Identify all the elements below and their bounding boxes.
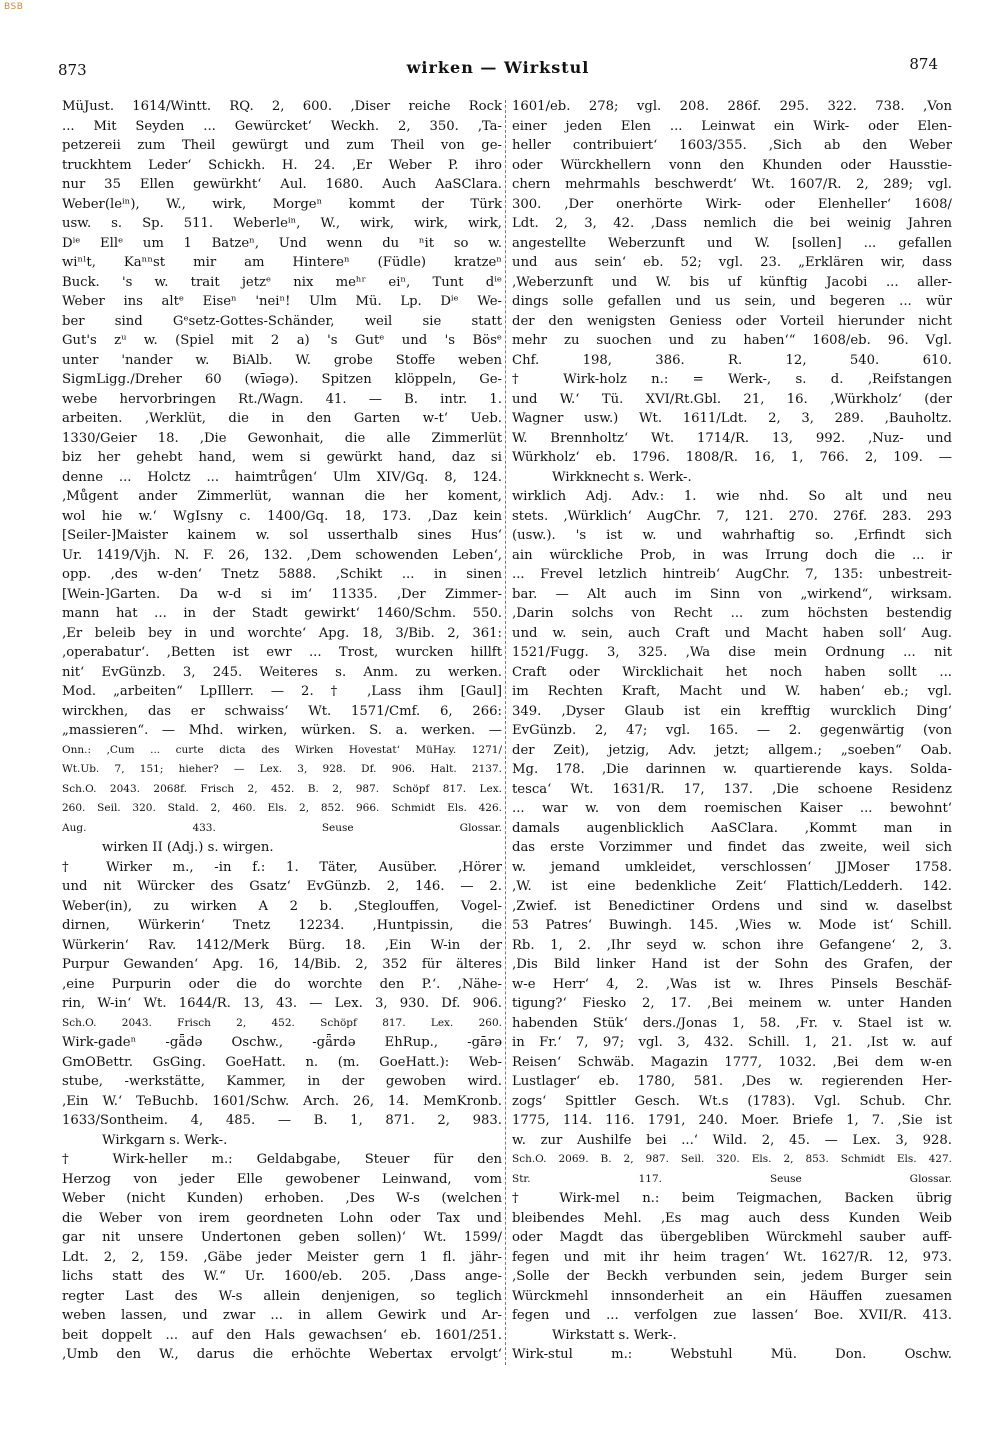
text-line: ‚Ein W.‘ TeBuchb. 1601/Schw. Arch. 26, 14. MemKronb. <box>62 1093 502 1109</box>
column-divider <box>505 100 506 1365</box>
text-line: tesca‘ Wt. 1631/R. 17, 137. ‚Die schoene Residenz <box>512 781 952 797</box>
text-line: wirckhen, das er schwaiss‘ Wt. 1571/Cmf. 6, 266: <box>62 703 502 719</box>
text-line: 260. Seil. 320. Stald. 2, 460. Els. 2, 852. 966. Schmidt Els. 426. <box>62 802 502 814</box>
text-line: oder Würckhellern vonn den Khunden oder Hausstie- <box>512 157 952 173</box>
text-line: Gut's zᵘ w. (Spiel mit 2 a) 's Gutᵉ und 's Bösᵉ <box>62 333 502 348</box>
text-line: tigung?‘ Fiesko 2, 17. ‚Bei meinem w. unter Handen <box>512 996 952 1011</box>
text-line: lichs statt des W.“ Ur. 1600/eb. 205. ‚Dass ange- <box>62 1269 502 1284</box>
text-line: im Rechten Kraft, Macht und W. haben‘ eb.; vgl. <box>512 684 952 699</box>
text-line: beit doppelt ... auf den Hals gewachsen‘ eb. 1601/251. <box>62 1327 502 1343</box>
text-line: [Wein-]Garten. Da w-d si im‘ 11335. ‚Der Zimmer- <box>62 586 502 602</box>
text-line: GmOBettr. GsGing. GoeHatt. n. (m. GoeHatt.): Web- <box>62 1054 502 1070</box>
text-line: gar nit unsere Undertonen geben sollen)‘ Wt. 1599/ <box>62 1230 502 1245</box>
text-line: wol hie w.‘ WgIsny c. 1400/Gq. 18, 173. ‚Daz kein <box>62 508 502 524</box>
text-line: 349. ‚Dyser Glaub ist ein krefftig wurcklich Ding‘ <box>512 703 952 719</box>
text-line: ‚Weberzunft und W. bis uf künftig Jacobi ... aller- <box>512 274 952 290</box>
text-line: ain würckliche Prob, in was Irrung doch die ... ir <box>512 547 952 563</box>
text-line: Sch.O. 2069. B. 2, 987. Seil. 320. Els. 2, 853. Schmidt Els. 427. <box>512 1153 952 1165</box>
text-line: ber sind Gᵉsetz-Gottes-Schänder, weil sie statt <box>62 313 502 329</box>
text-line: ... Mit Seyden ... Gewürcket‘ Weckh. 2, 350. ‚Ta- <box>62 118 502 134</box>
text-line: 1775, 114. 116. 1791, 240. Moer. Briefe 1, 7. ‚Sie ist <box>512 1113 952 1128</box>
text-line: Ldt. 2, 3, 42. ‚Dass nemlich die bei weinig Jahren <box>512 216 952 231</box>
text-line: Weber(leⁱⁿ), W., wirk, Morgeⁿ kommt der Türk <box>62 196 502 212</box>
text-line: ‚operabatur‘. ‚Betten ist ewr ... Trost, wurcken hillft <box>62 645 502 660</box>
library-watermark: BSB <box>4 2 24 12</box>
text-line: 1330/Geier 18. ‚Die Gewonhait, die alle Zimmerlüt <box>62 430 502 446</box>
text-line: unter 'nander w. BiAlb. W. grobe Stoffe weben <box>62 352 502 368</box>
text-line: Wirkgarn s. Werk-. <box>102 1132 228 1148</box>
text-line: (usw.). 's ist w. und wahrhaftig so. ‚Erfindt sich <box>512 528 952 543</box>
text-line: Craft oder Wircklichait het noch haben sollt ... <box>512 664 952 680</box>
text-line: rin, W-in‘ Wt. 1644/R. 13, 43. — Lex. 3, 930. Df. 906. <box>62 996 502 1011</box>
text-line: chern mehrmahls beschwerdt‘ Wt. 1607/R. 2, 289; vgl. <box>512 177 952 192</box>
text-line: truckhtem Leder‘ Schickh. H. 24. ‚Er Weber P. ihro <box>62 157 502 173</box>
text-line: dirnen, Würkerin‘ Tnetz 12234. ‚Huntpissin, die <box>62 918 502 933</box>
text-line: opp. ‚des w-den‘ Tnetz 5888. ‚Schikt ... in sinen <box>62 567 502 582</box>
text-line: „massieren“. — Mhd. wirken, würken. S. a. werken. — <box>62 723 502 738</box>
text-line: die Weber von irem geordneten Lohn oder Tax und <box>62 1210 502 1226</box>
text-line: usw. s. Sp. 511. Weberleⁱⁿ, W., wirk, wirk, wirk, <box>62 216 502 231</box>
text-line: Wirk-gadeⁿ -gǟdə Oschw., -gǟrdə EhRup., -gārə <box>62 1035 502 1050</box>
text-line: 1521/Fugg. 3, 325. ‚Wa dise mein Ordnung ... nit <box>512 645 952 660</box>
text-line: stets. ‚Würklich‘ AugChr. 7, 121. 270. 276f. 283. 293 <box>512 508 952 524</box>
text-line: und nit Würcker des Gsatz‘ EvGünzb. 2, 146. — 2. <box>62 879 502 894</box>
left-column <box>62 97 502 1387</box>
text-line: Dⁱᵉ Ellᵉ um 1 Batzeⁿ, Und wenn du ⁿit so w. <box>62 235 502 251</box>
text-line: W. Brennholtz‘ Wt. 1714/R. 13, 992. ‚Nuz- und <box>512 430 952 446</box>
page-number-right: 874 <box>909 55 938 73</box>
text-line: Wagner usw.) Wt. 1611/Ldt. 2, 3, 289. ‚Bauholtz. <box>512 411 952 426</box>
text-line: ‚Umb den W., darus die erhöchte Webertax ervolgt‘ <box>62 1347 502 1362</box>
text-line: SigmLigg./Dreher 60 (wīəgə). Spitzen klöppeln, Ge- <box>62 372 502 387</box>
text-line: Onn.: ‚Cum ... curte dicta des Wirken Hovestat‘ MüHay. 1271/ <box>62 743 502 756</box>
text-line: ... Frevel letzlich hintreib‘ AugChr. 7, 135: unbestreit- <box>512 567 952 582</box>
text-line: und w. sein, auch Craft und Macht haben soll‘ Aug. <box>512 625 952 641</box>
text-line: Aug. 433. Seuse Glossar. <box>62 821 502 834</box>
text-line: Chf. 198, 386. R. 12, 540. 610. <box>512 352 952 368</box>
text-line: angestellte Weberzunft und W. [sollen] ... gefallen <box>512 235 952 251</box>
text-line: ‚Zwief. ist Benedictiner Ordens und sind w. daselbst <box>512 898 952 914</box>
text-line: habenden Stük‘ ders./Jonas 1, 58. ‚Fr. v. Stael ist w. <box>512 1015 952 1031</box>
text-line: biz her gehebt hand, wem si gewürkt hand, daz si <box>62 450 502 465</box>
text-line: Sch.O. 2043. Frisch 2, 452. Schöpf 817. Lex. 260. <box>62 1016 502 1029</box>
text-line: mehr zu suochen und zu haben‘“ 1608/eb. 96. Vgl. <box>512 333 952 348</box>
text-line: ‚Er beleib bey in und worchte‘ Apg. 18, 3/Bib. 2, 361: <box>62 625 502 641</box>
text-line: dings solle gefallen und us sein, und begeren ... wür <box>512 294 952 309</box>
text-line: † Wirk-heller m.: Geldabgabe, Steuer für den <box>62 1152 502 1167</box>
text-line: w. zur Aushilfe bei ...‘ Wild. 2, 45. — Lex. 3, 928. <box>512 1132 952 1148</box>
text-line: in Fr.‘ 7, 97; vgl. 3, 432. Schill. 1, 21. ‚Ist w. auf <box>512 1035 952 1050</box>
text-line: Purpur Gewanden‘ Apg. 16, 14/Bib. 2, 352 für älteres <box>62 957 502 972</box>
text-line: 1601/eb. 278; vgl. 208. 286f. 295. 322. 738. ‚Von <box>512 99 952 114</box>
text-line: bar. — Alt auch im Sinn von „wirkend“, wirksam. <box>512 586 952 602</box>
text-line: mann hat ... in der Stadt gewirkt‘ 1460/Schm. 550. <box>62 606 502 621</box>
page-number-left: 873 <box>58 61 87 79</box>
text-line: 300. ‚Der onerhörte Wirk- oder Elenheller‘ 1608/ <box>512 196 952 212</box>
text-line: w. jemand umkleidet, verschlossen‘ JJMoser 1758. <box>512 859 952 875</box>
text-line: ‚Můgent ander Zimmerlüt, wannan die her koment, <box>62 489 502 504</box>
text-line: wirklich Adj. Adv.: 1. wie nhd. So alt und neu <box>512 489 952 504</box>
text-line: nur 35 Ellen gewürkht‘ Aul. 1680. Auch AaSClara. <box>62 177 502 192</box>
text-line: der den wenigsten Geniess oder Vorteil hierunder nicht <box>512 313 952 329</box>
text-line: † Wirker m., -in f.: 1. Täter, Ausüber. ‚Hörer <box>62 859 502 875</box>
text-line: MüJust. 1614/Wintt. RQ. 2, 600. ‚Diser reiche Rock <box>62 99 502 114</box>
text-line: Weber ins altᵉ Eiseⁿ 'neiⁿ! Ulm Mü. Lp. Dⁱᵉ We- <box>62 294 502 309</box>
text-line: fegen und mit ihr heim tragen‘ Wt. 1627/R. 12, 973. <box>512 1249 952 1265</box>
text-line: damals augenblicklich AaSClara. ‚Kommt man in <box>512 820 952 836</box>
text-line: Weber(in), zu wirken A 2 b. ‚Steglouffen, Vogel- <box>62 898 502 914</box>
text-line: Ur. 1419/Vjh. N. F. 26, 132. ‚Dem schowenden Leben‘, <box>62 547 502 563</box>
page-header <box>58 55 938 81</box>
text-line: ‚W. ist eine bedenkliche Zeit‘ Flattich/Ledderh. 142. <box>512 879 952 894</box>
text-line: Wirkstatt s. Werk-. <box>552 1327 677 1343</box>
text-line: Rb. 1, 2. ‚Ihr seyd w. schon ihre Gefangene‘ 2, 3. <box>512 937 952 953</box>
text-line: Weber (nicht Kunden) erhoben. ‚Des W-s (welchen <box>62 1191 502 1206</box>
running-title: wirken — Wirkstul <box>406 58 590 77</box>
text-line: webe hervorbringen Rt./Wagn. 41. — B. intr. 1. <box>62 391 502 407</box>
text-line: † Wirk-mel n.: beim Teigmachen, Backen übrig <box>512 1191 952 1206</box>
text-line: bleibendes Mehl. ‚Es mag auch dess Kunden Weib <box>512 1210 952 1226</box>
text-line: Ldt. 2, 2, 159. ‚Gäbe jeder Meister gern 1 fl. jähr- <box>62 1249 502 1265</box>
text-line: Würkholz‘ eb. 1796. 1808/R. 16, 1, 766. 2, 109. — <box>512 450 952 465</box>
text-line: das erste Vorzimmer und findet das zweite, weil sich <box>512 840 952 855</box>
text-line: Lustlager‘ eb. 1780, 581. ‚Des w. regierenden Her- <box>512 1074 952 1089</box>
text-line: ... war w. von dem roemischen Kaiser ... bewohnt‘ <box>512 801 952 816</box>
text-line: Würckmehl innsonderheit an ein Häuffen zuesamen <box>512 1288 952 1304</box>
text-line: Herzog von jeder Elle gewobener Leinwand, vom <box>62 1171 502 1187</box>
text-line: Wirkknecht s. Werk-. <box>552 469 692 485</box>
text-line: denne ... Holctz ... haimtrůgen‘ Ulm XIV/Gq. 8, 124. <box>62 469 502 485</box>
text-line: Würkerin‘ Rav. 1412/Merk Bürg. 18. ‚Ein W-in der <box>62 937 502 953</box>
text-line: ‚Darin solchs von Recht ... zum höchsten bestendig <box>512 606 952 621</box>
text-line: Mg. 178. ‚Die darinnen w. quartierende kays. Solda- <box>512 762 952 777</box>
text-line: ‚Solle der Beckh verbunden sein, jedem Burger sein <box>512 1269 952 1284</box>
text-line: wirken II (Adj.) s. wirgen. <box>102 840 274 855</box>
text-line: weben lassen, und zwar ... in allem Gewirk und Ar- <box>62 1308 502 1323</box>
text-line: stube, -werkstätte, Kammer, in der gewoben wird. <box>62 1074 502 1089</box>
text-line: und aus sein‘ eb. 52; vgl. 23. „Erklären wir, dass <box>512 255 952 270</box>
text-line: heller contribuiert‘ 1603/355. ‚Sich ab den Weber <box>512 138 952 153</box>
text-line: Buck. 's w. trait jetzᵉ nix meʰʳ eiⁿ, Tunt dⁱᵉ <box>62 274 502 290</box>
text-line: EvGünzb. 2, 47; vgl. 165. — 2. gegenwärtig (von <box>512 723 952 738</box>
text-line: Wt.Ub. 7, 151; hieher? — Lex. 3, 928. Df. 906. Halt. 2137. <box>62 763 502 775</box>
text-line: einer jeden Elen ... Leinwat ein Wirk- oder Elen- <box>512 118 952 134</box>
text-line: wiⁿˡt, Kaⁿⁿst mir am Hintereⁿ (Füdle) kratzeⁿ <box>62 255 502 270</box>
text-line: Wirk-stul m.: Webstuhl Mü. Don. Oschw. <box>512 1347 952 1362</box>
text-line: ‚Dis Bild linker Hand ist der Sohn des Grafen, der <box>512 957 952 972</box>
text-line: arbeiten. ‚Werklüt, die in den Garten w-t‘ Ueb. <box>62 411 502 426</box>
text-line: oder Magdt das übergebliben Würckmehl sauber auff- <box>512 1230 952 1245</box>
text-line: regter Last des W-s allein denjenigen, so teglich <box>62 1288 502 1304</box>
text-line: zogs‘ Spittler Gesch. Wt.s (1783). Vgl. Schub. Chr. <box>512 1093 952 1109</box>
text-line: Reisen‘ Schwäb. Magazin 1777, 1032. ‚Bei dem w-en <box>512 1054 952 1070</box>
text-line: w-e Herr‘ 4, 2. ‚Was ist w. Ihres Pinsels Beschäf- <box>512 976 952 992</box>
text-line: Sch.O. 2043. 2068f. Frisch 2, 452. B. 2, 987. Schöpf 817. Lex. <box>62 782 502 795</box>
text-line: ‚eine Purpurin oder die do worchte den P.‘. ‚Nähe- <box>62 976 502 992</box>
text-line: Mod. „arbeiten“ LpIllerr. — 2. † ‚Lass ihm [Gaul] <box>62 684 502 699</box>
text-line: 1633/Sontheim. 4, 485. — B. 1, 871. 2, 983. <box>62 1113 502 1128</box>
text-line: † Wirk-holz n.: = Werk-, s. d. ‚Reifstangen <box>512 372 952 387</box>
text-line: und W.‘ Tü. XVI/Rt.Gbl. 21, 16. ‚Würkholz‘ (der <box>512 391 952 407</box>
text-line: petzereii zum Theil gewürgt und zum Theil von ge- <box>62 138 502 153</box>
text-line: nit‘ EvGünzb. 3, 245. Weiteres s. Anm. zu werken. <box>62 664 502 680</box>
text-line: fegen und ... verfolgen zue lassen‘ Boe. XVII/R. 413. <box>512 1308 952 1323</box>
text-line: Str. 117. Seuse Glossar. <box>512 1172 952 1185</box>
text-line: [Seiler-]Maister kainem w. sol usserthalb sines Hus‘ <box>62 528 502 543</box>
right-column <box>512 97 952 1387</box>
text-line: 53 Patres‘ Buwingh. 145. ‚Wies w. Mode ist‘ Schill. <box>512 918 952 933</box>
text-line: der Zeit), jetzig, Adv. jetzt; allgem.; „soeben“ Oab. <box>512 742 952 758</box>
